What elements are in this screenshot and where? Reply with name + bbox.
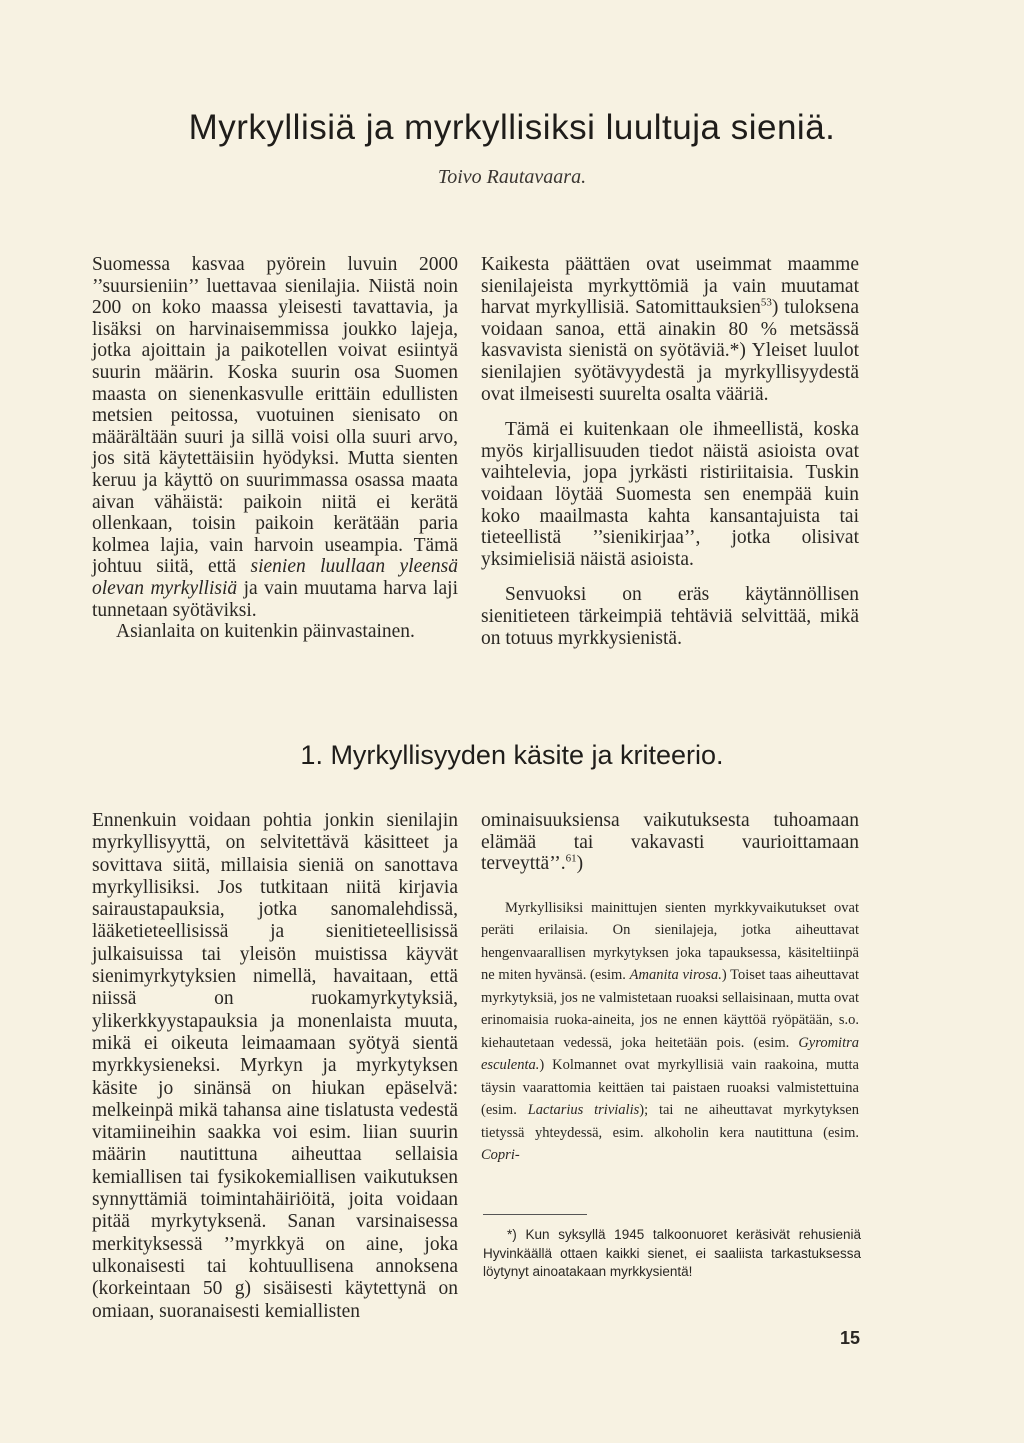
paragraph: Ennenkuin voidaan pohtia jonkin sienilajin myrkyllisyyttä, on selvitettävä käsitteet ja sovittava siitä, millaisia sieniä on sanottava myrkyllisiksi. Jos tutkitaan niitä kirjavia sairaustapauksia, jotka sanomalehdissä, lääketieteellisissä ja sienitieteellisissä julkaisuissa tai yleisön muistissa käyvät sienimyrkytyksien nimellä, havaitaan, että niissä on ruokamyrkytyksiä, ylikerkkyystapauksia ja monenlaista muuta, mikä ei oikeuta leimaamaan syötyä sientä myrkkysieneksi. Myrkyn ja myrkytyksen käsite jo sinänsä on hiukan epäselvä: melkeinpä mikä tahansa aine tislatusta vedestä vitamiineihin saakka voi esim. liian suurin määrin nautittuna aiheuttaa sellaisia kemiallisen tai fysikokemiallisen vaikutuksen synnyttämiä toimintahäiriöitä, joita voidaan pitää myrkytyksenä. Sanan varsinaisessa merkityksessä ’’myrkkyä on aine, joka ulkonaisesti tai kohtuullisena annoksena (korkeintaan 50 g) sisäisesti käytettynä on omiaan, suoranaisesti kemiallisten (92, 810, 458, 1322)
article-title: Myrkyllisiä ja myrkyllisiksi luultuja sieniä. (188, 108, 836, 147)
footnote: *) Kun syksyllä 1945 talkoonuoret keräsivät rehusieniä Hyvinkäällä ottaen kaikki sienet, ei saaliista tarkastuksessa löytynyt ainoatakaan myrkkysientä! (483, 1227, 861, 1279)
species-name: Lactarius trivialis (527, 1102, 640, 1119)
reference-number: 53 (760, 296, 772, 309)
paragraph: Senvuoksi on eräs käytännöllisen sienitieteen tärkeimpiä tehtäviä selvittää, mikä on totuus myrkkysienistä. (481, 584, 859, 649)
emphasis-text: sienien luullaan yleensä olevan myrkyllisiä (92, 556, 458, 599)
section-heading: 1. Myrkyllisyyden käsite ja kriteerio. (300, 740, 724, 770)
text-run: ) tuloksena voidaan sanoa, että ainakin 80 % metsässä kasvavista sienistä on syötäviä.*) Yleiset luulot sienilajien syötävyydestä ja myrkyllisyydestä ovat ilmeisesti suurelta osalta vääriä. (481, 297, 859, 405)
paragraph (92, 254, 458, 621)
footnote-divider (483, 1214, 587, 1215)
intro-column-left (92, 254, 458, 643)
species-name: Amanita virosa. (629, 967, 722, 984)
section-column-right (481, 810, 859, 1167)
paragraph: Tämä ei kuitenkaan ole ihmeellistä, koska myös kirjallisuuden tiedot näistä asioista ovat vaihtelevia, jopa jyrkästi ristiriitaisia. Tuskin voidaan löytää Suomesta sen enempää kuin koko maailmasta kahta kansantajuista tai tieteellistä ’’sienikirjaa’’, jotka olisivat yksimielisiä näistä asioista. (481, 419, 859, 570)
text-run: ominaisuuksiensa vaikutuksesta tuhoamaan elämää tai vakavasti vaurioittamaan terveyttä’’. (481, 810, 859, 875)
section-column-left (92, 810, 458, 1323)
paragraph (481, 810, 859, 875)
text-run: Myrkyllisiksi mainittujen sienten myrkkyvaikutukset ovat peräti erilaisia. On sienilajeja, jotka aiheuttavat hengenvaarallisen myrkytyksen joka tapauksessa, käsiteltiinpä ne miten hyvänsä. (esim. (481, 899, 859, 984)
text-run: ja vain muutama harva laji tunnetaan syötäviksi. (92, 577, 459, 621)
reference-number: 61 (565, 852, 577, 865)
species-name: Gyromitra esculenta. (481, 1034, 859, 1074)
intro-column-right (481, 254, 859, 649)
text-run: ); tai ne aiheuttavat myrkytyksen tietyssä yhteydessä, esim. alkoholin kera nautittuna (esim. (481, 1102, 859, 1141)
text-run: Suomessa kasvaa pyörein luvuin 2000 ’’suursieniin’’ luettavaa sienilajia. Niistä noin 200 on koko maassa yleisesti tavattavia, ja lisäksi on harvinaisemmissa joukko lajeja, jotka ajoittain ja paikotellen voivat esiintyä suurin määrin. Koska suurin osa Suomen maasta on sienenkasvulle erittäin edullisten metsien peitossa, vuotuinen sienisato on määrältään suuri ja sillä voisi olla suuri arvo, jos sitä käytettäisiin hyödyksi. Mutta sienten keruu ja käyttö on suurimmassa osassa maata aivan vähäistä: paikoin niitä ei kerätä ollenkaan, toisin paikoin kerätään paria kolmea lajia, vain harvoin useampia. Tämä johtuu siitä, että (92, 254, 458, 578)
page-number: 15 (839, 1328, 860, 1348)
species-name: Copri- (481, 1147, 520, 1164)
paragraph: Asianlaita on kuitenkin päinvastainen. (116, 621, 415, 643)
paragraph (481, 254, 859, 405)
text-run: ) Toiset taas aiheuttavat myrkytyksiä, jos ne valmistetaan ruoaksi sellaisinaan, mutta ovat erinomaisia ruoka-aineita, jos ne ennen käyttöä ryöpätään, s.o. kiehautetaan vedessä, joka heitetään pois. (esim. (481, 967, 859, 1051)
text-run: ) Kolmannet ovat myrkyllisiä vain raakoina, mutta täysin vaarattomia keittäen tai paistaen ruoaksi valmistettuina (esim. (481, 1057, 859, 1119)
text-run: ) (576, 853, 584, 875)
text-run: Kaikesta päättäen ovat useimmat maamme sienilajeista myrkyttömiä ja vain muutamat harvat myrkyllisiä. Satomittauksien (481, 254, 859, 319)
author-name: Toivo Rautavaara. (437, 166, 587, 188)
small-print-paragraph (481, 897, 859, 1167)
